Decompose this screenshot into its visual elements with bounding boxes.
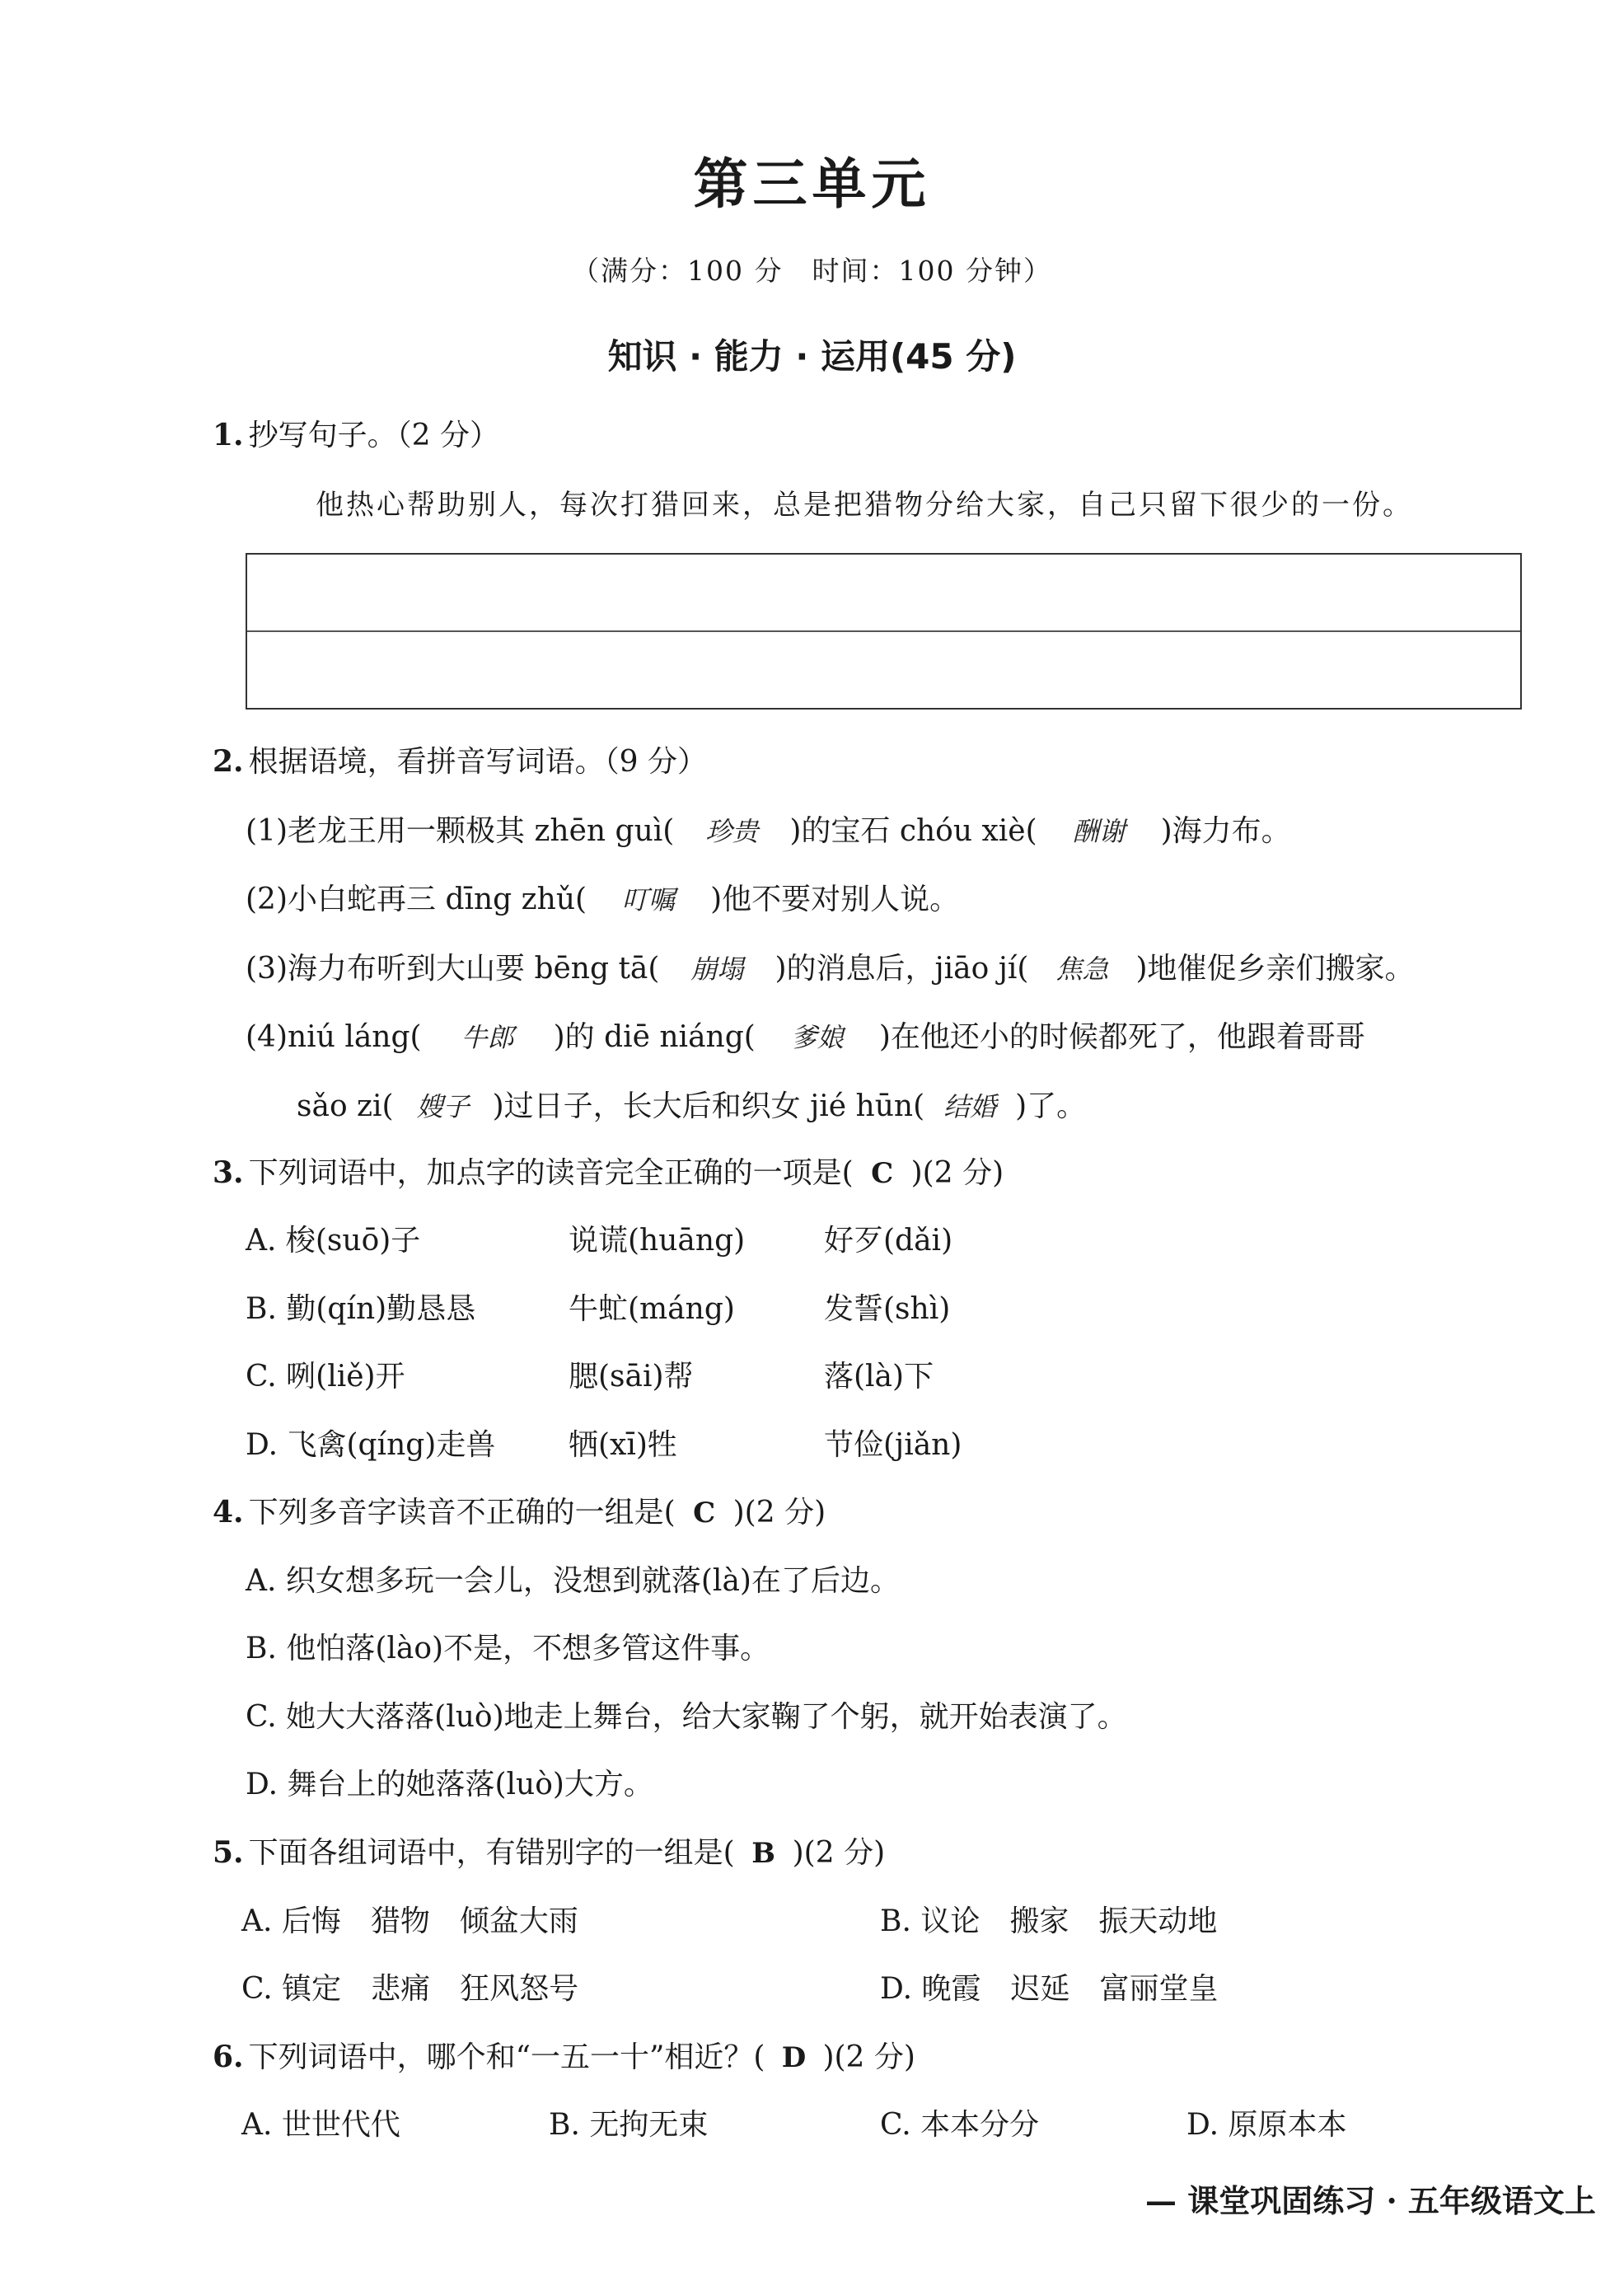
q2-line-5 — [297, 1083, 1086, 1125]
answer-blank[interactable]: 酬谢 — [1072, 816, 1126, 847]
text: )的宝石 chóu xiè( — [789, 814, 1037, 848]
question-score: )(2 分) — [792, 1836, 886, 1870]
q2-line-4 — [246, 1014, 1365, 1056]
option-row[interactable]: 牺(xī)牲 — [569, 1428, 677, 1462]
q2-line-2 — [246, 876, 959, 918]
question-stem: 下列词语中，哪个和“一五一十”相近？( — [248, 2040, 765, 2074]
question-stem: 抄写句子。（2 分） — [248, 419, 499, 452]
answer-blank[interactable]: C — [871, 1157, 894, 1190]
option-b[interactable]: B. 他怕落(lào)不是，不想多管这件事。 — [246, 1632, 770, 1665]
text: )他不要对别人说。 — [710, 883, 960, 916]
question-stem: 下列词语中，加点字的读音完全正确的一项是( — [248, 1156, 854, 1190]
page-footer: — 课堂巩固练习 · 五年级语文上 — [1145, 2182, 1596, 2219]
option-c[interactable]: C. 她大大落落(luò)地走上舞台，给大家鞠了个躬，就开始表演了。 — [246, 1700, 1127, 1734]
page-title: 第三单元 — [693, 152, 931, 216]
question-number: 4. — [213, 1495, 244, 1529]
option-a[interactable]: A. 世世代代 — [241, 2108, 400, 2142]
section-heading: 知识 · 能力 · 运用(45 分) — [607, 336, 1017, 377]
copy-sentence: 他热心帮助别人，每次打猎回来，总是把猎物分给大家，自己只留下很少的一份。 — [316, 489, 1413, 522]
option-a[interactable]: A. 织女想多玩一会儿，没想到就落(là)在了后边。 — [246, 1564, 900, 1598]
question-number: 1. — [213, 418, 244, 452]
question-stem: 下列多音字读音不正确的一组是( — [248, 1496, 676, 1529]
copy-writing-box[interactable] — [246, 553, 1522, 710]
option-row[interactable]: B. 勤(qín)勤恳恳 — [246, 1292, 476, 1326]
question-number: 3. — [213, 1155, 244, 1190]
option-row[interactable]: 发誓(shì) — [824, 1292, 951, 1326]
answer-blank[interactable]: 焦急 — [1055, 953, 1109, 985]
option-row[interactable]: A. 梭(suō)子 — [246, 1224, 421, 1258]
answer-blank[interactable]: 嫂子 — [416, 1091, 470, 1122]
option-c[interactable]: C. 本本分分 — [880, 2108, 1040, 2142]
question-stem: 根据语境，看拼音写词语。（9 分） — [248, 745, 707, 779]
option-row[interactable]: 节俭(jiǎn) — [824, 1428, 962, 1462]
question-number: 5. — [213, 1835, 244, 1870]
option-d[interactable]: D. 晚霞 迟延 富丽堂皇 — [880, 1972, 1219, 2006]
question-score: )(2 分) — [822, 2040, 915, 2074]
answer-blank[interactable]: 珍贵 — [705, 816, 759, 847]
text: )在他还小的时候都死了，他跟着哥哥 — [878, 1020, 1365, 1054]
question-score: )(2 分) — [910, 1156, 1004, 1190]
option-row[interactable]: 说谎(huāng) — [569, 1224, 746, 1258]
text: (3)海力布听到大山要 bēng tā( — [246, 952, 660, 986]
text: )地催促乡亲们搬家。 — [1135, 952, 1415, 986]
question-4 — [213, 1489, 826, 1531]
question-stem: 下面各组词语中，有错别字的一组是( — [248, 1836, 735, 1870]
question-score: )(2 分) — [732, 1496, 826, 1529]
answer-blank[interactable]: 牛郎 — [461, 1022, 514, 1053]
question-1 — [213, 412, 499, 454]
answer-blank[interactable]: C — [693, 1497, 716, 1529]
option-row[interactable]: 牛虻(máng) — [569, 1292, 735, 1326]
option-d[interactable]: D. 原原本本 — [1186, 2108, 1347, 2142]
answer-blank[interactable]: 爹娘 — [790, 1022, 844, 1053]
q2-line-3 — [246, 945, 1415, 987]
option-row[interactable]: D. 飞禽(qíng)走兽 — [246, 1428, 496, 1462]
answer-blank[interactable]: 结婚 — [943, 1091, 997, 1122]
option-row[interactable]: 落(là)下 — [824, 1360, 934, 1394]
question-3 — [213, 1150, 1004, 1192]
option-row[interactable]: C. 咧(liě)开 — [246, 1360, 405, 1394]
answer-blank[interactable]: 崩塌 — [690, 953, 744, 985]
answer-blank[interactable]: 叮嘱 — [622, 884, 676, 916]
text: (2)小白蛇再三 dīng zhǔ( — [246, 883, 587, 916]
text: )的 diē niáng( — [553, 1020, 756, 1054]
text: (4)niú láng( — [246, 1020, 422, 1054]
score-time-info: （满分：100 分 时间：100 分钟） — [572, 255, 1052, 287]
option-d[interactable]: D. 舞台上的她落落(luò)大方。 — [246, 1768, 653, 1801]
option-b[interactable]: B. 议论 搬家 振天动地 — [880, 1904, 1218, 1938]
text: )过日子，长大后和织女 jié hūn( — [492, 1089, 925, 1123]
answer-blank[interactable]: B — [751, 1837, 776, 1870]
text: )了。 — [1015, 1089, 1087, 1123]
question-6 — [213, 2034, 915, 2076]
question-number: 2. — [213, 744, 244, 779]
text: (1)老龙王用一颗极其 zhēn guì( — [246, 814, 675, 848]
question-number: 6. — [213, 2040, 244, 2074]
question-2 — [213, 738, 707, 780]
option-c[interactable]: C. 镇定 悲痛 狂风怒号 — [241, 1972, 579, 2006]
question-5 — [213, 1829, 885, 1871]
writing-line-divider — [247, 630, 1520, 632]
text: )的消息后，jiāo jí( — [775, 952, 1029, 986]
answer-blank[interactable]: D — [781, 2041, 807, 2074]
q2-line-1 — [246, 808, 1291, 850]
option-row[interactable]: 腮(sāi)帮 — [569, 1360, 694, 1394]
text: )海力布。 — [1160, 814, 1291, 848]
text: sǎo zi( — [297, 1089, 394, 1123]
option-a[interactable]: A. 后悔 猎物 倾盆大雨 — [241, 1904, 578, 1938]
option-row[interactable]: 好歹(dǎi) — [824, 1224, 953, 1258]
option-b[interactable]: B. 无拘无束 — [549, 2108, 709, 2142]
